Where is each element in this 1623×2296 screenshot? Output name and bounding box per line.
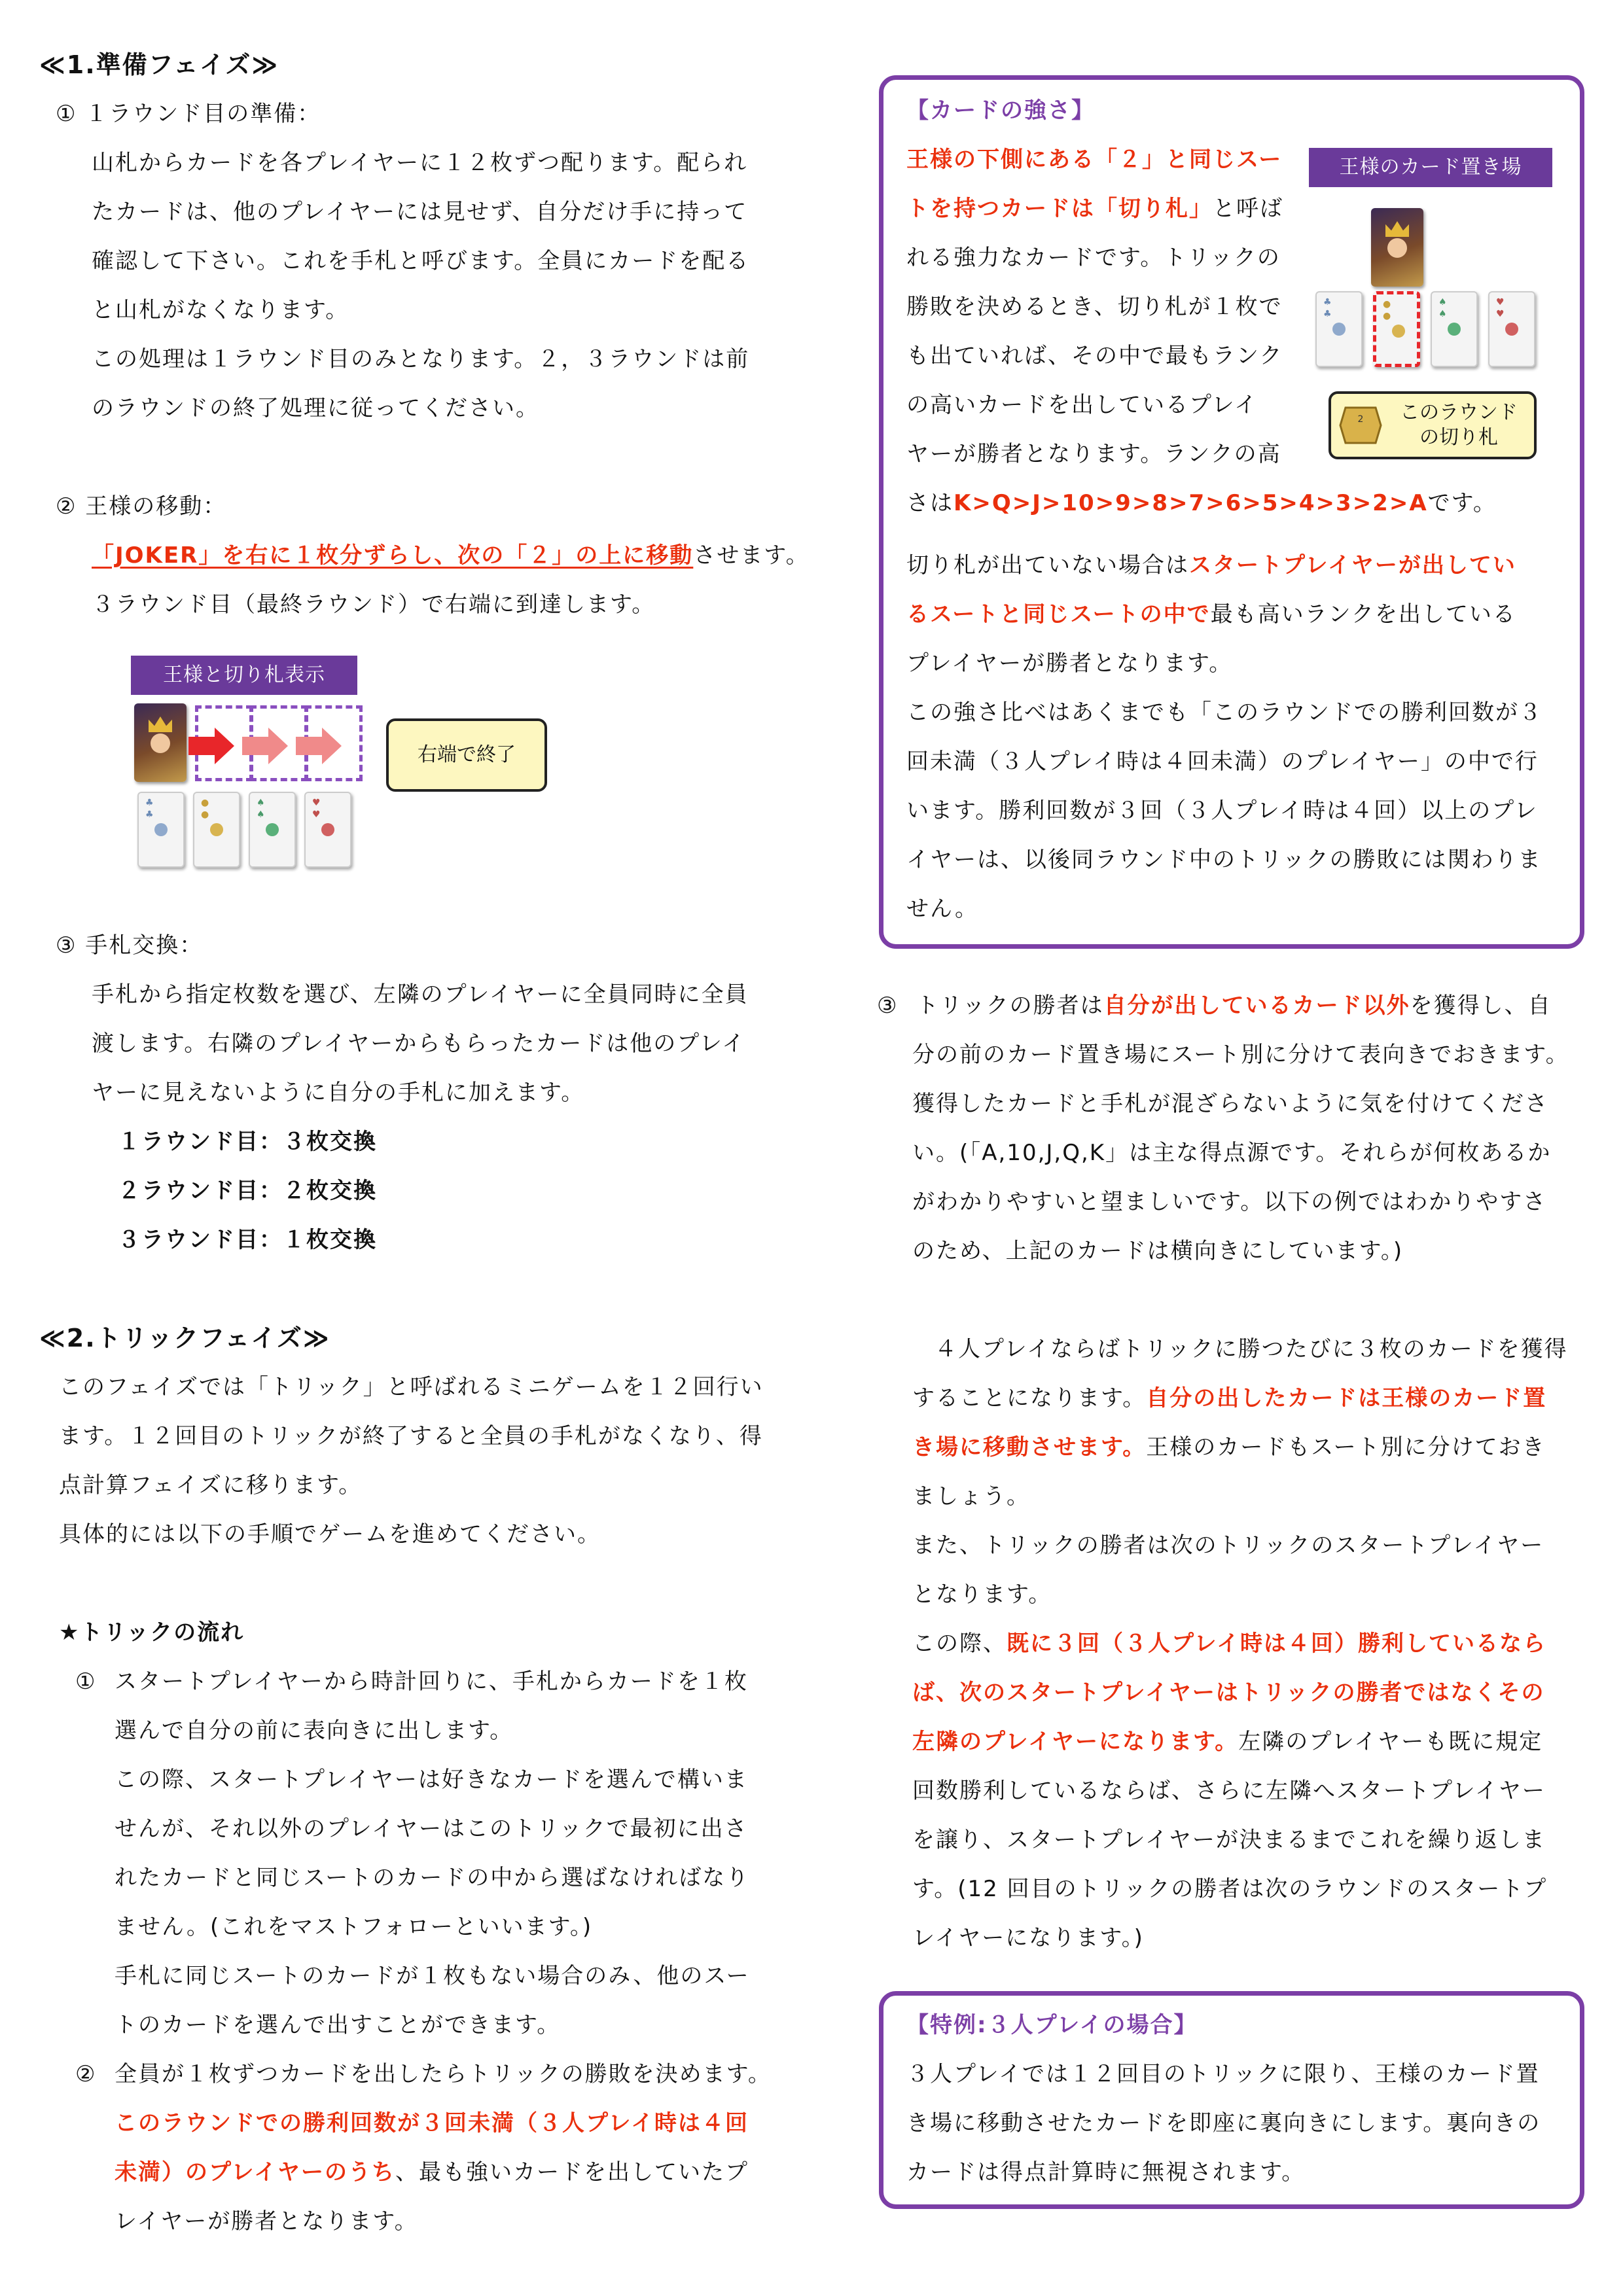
text-line: のため、上記のカードは横向きにしています。) bbox=[912, 1238, 1404, 1264]
special-box-content bbox=[906, 2001, 1574, 2197]
rose-icon: ♥ ♥ bbox=[1496, 297, 1505, 319]
text-line: と山札がなくなります。 bbox=[92, 297, 349, 323]
text-span: この際、 bbox=[912, 1631, 1007, 1657]
text-line: がわかりやすいと望ましいです。以下の例ではわかりやすさ bbox=[912, 1189, 1547, 1215]
king-move-highlight: 「JOKER」を右に１枚分ずらし、次の「２」の上に移動 bbox=[92, 542, 694, 569]
text-line: イヤーは、以後同ラウンド中のトリックの勝敗には関わりま bbox=[906, 847, 1542, 873]
card-two bbox=[304, 792, 351, 868]
text-line: を譲り、スタートプレイヤーが決まるまでこれを繰り返しま bbox=[912, 1827, 1546, 1853]
right-step-3 bbox=[877, 981, 1610, 1276]
s1-item2-line1 bbox=[39, 531, 812, 580]
arrow-right-icon bbox=[188, 728, 234, 764]
leaf-icon: ♠ ♠ bbox=[1438, 297, 1447, 319]
crown-icon bbox=[149, 716, 172, 732]
text-line: また、トリックの勝者は次のトリックのスタートプレイヤー bbox=[912, 1532, 1544, 1559]
exchange-item: ２ラウンド目：２枚交換 bbox=[118, 1178, 377, 1204]
highlight-line: 王様の下側にある「２」と同じスー bbox=[906, 147, 1283, 173]
spacer bbox=[877, 1276, 1610, 1325]
right-para-2 bbox=[877, 1325, 1610, 1963]
text-line: 確認して下さい。これを手札と呼びます。全員にカードを配る bbox=[92, 248, 750, 274]
highlight-span: き場に移動させます。 bbox=[912, 1434, 1147, 1460]
text-line: ４人プレイならばトリックに勝つたびに３枚のカードを獲得 bbox=[935, 1336, 1568, 1362]
king-area-tag: 王様のカード置き場 bbox=[1309, 148, 1552, 187]
step-body bbox=[115, 2050, 772, 2246]
s1-item3-body bbox=[39, 970, 812, 1118]
exchange-item: ３ラウンド目：１枚交換 bbox=[118, 1227, 377, 1253]
text-line: 具体的には以下の手順でゲームを進めてください。 bbox=[59, 1521, 601, 1547]
highlight-span: るスートと同じスートの中で bbox=[906, 601, 1211, 627]
strength-para-1 bbox=[906, 135, 1299, 479]
text-line: 渡します。右隣のプレイヤーからもらったカードは他のプレイ bbox=[92, 1031, 746, 1057]
text-span: することになります。 bbox=[912, 1385, 1147, 1411]
text-line: たカードは、他のプレイヤーには見せず、自分だけ手に持って bbox=[92, 199, 748, 225]
text-line: 勝敗を決めるとき、切り札が１枚で bbox=[906, 294, 1283, 320]
text-line: い。(「A,10,J,Q,K」は主な得点源です。それらが何枚あるか bbox=[912, 1140, 1552, 1166]
spacer bbox=[39, 1265, 812, 1314]
special-box-title: 【特例:３人プレイの場合】 bbox=[906, 2012, 1198, 2038]
trump-card bbox=[1373, 291, 1420, 367]
text-line: 点計算フェイズに移ります。 bbox=[59, 1472, 363, 1498]
text-line: れたカードと同じスートのカードの中から選ばなければなり bbox=[115, 1865, 750, 1891]
step-body-indent bbox=[912, 1031, 1569, 1276]
legend-line: の切り札 bbox=[1419, 426, 1498, 449]
text-line: います。勝利回数が３回（３人プレイ時は４回）以上のプレ bbox=[906, 798, 1538, 824]
text-span: 、最も強いカードを出していたプ bbox=[395, 2159, 749, 2185]
step-body bbox=[115, 1657, 750, 2050]
text-line: 回未満（３人プレイ時は４回未満）のプレイヤー」の中で行 bbox=[906, 749, 1539, 775]
left-column bbox=[39, 41, 812, 629]
highlight-span: 未満）のプレイヤーのうち bbox=[115, 2159, 395, 2185]
arrow-right-icon bbox=[242, 728, 288, 764]
text-line: 手札に同じスートのカードが１枚もない場合のみ、他のスー bbox=[115, 1963, 750, 1989]
highlight-line: ば、次のスタートプレイヤーはトリックの勝者ではなくその bbox=[912, 1680, 1545, 1706]
spade-icon: ♣ ♣ bbox=[145, 798, 154, 820]
text-line: スタートプレイヤーから時計回りに、手札からカードを１枚 bbox=[115, 1669, 748, 1695]
highlight-span: 自分が出しているカード以外 bbox=[1103, 993, 1410, 1019]
right-column bbox=[877, 981, 1610, 1963]
text-line: レイヤーが勝者となります。 bbox=[115, 2208, 418, 2234]
leaf-icon: ♠ ♠ bbox=[257, 798, 265, 820]
text-line bbox=[912, 1423, 1610, 1472]
flow-step-2 bbox=[39, 2050, 812, 2246]
section2-title: ≪2.トリックフェイズ≫ bbox=[39, 1324, 330, 1352]
text-line bbox=[906, 185, 1299, 234]
flow-step-1 bbox=[39, 1657, 812, 2050]
text-line: ましょう。 bbox=[912, 1483, 1030, 1510]
text-line: 山札からカードを各プレイヤーに１２枚ずつ配ります。配られ bbox=[92, 150, 748, 176]
highlight-span: 既に３回（３人プレイ時は４回）勝利しているなら bbox=[1007, 1631, 1546, 1657]
exchange-item: １ラウンド目：３枚交換 bbox=[118, 1129, 377, 1155]
text-line: き場に移動させたカードを即座に裏向きにします。裏向きの bbox=[906, 2110, 1541, 2136]
step-number: ③ bbox=[877, 993, 899, 1019]
text-line: の高いカードを出しているプレイ bbox=[906, 392, 1258, 418]
coin-icon: ● ● bbox=[201, 798, 209, 820]
text-line: す。(12 回目のトリックの勝者は次のラウンドのスタートプ bbox=[912, 1876, 1548, 1902]
trump-coin-icon bbox=[1338, 402, 1383, 448]
highlight-span: 左隣のプレイヤーになります。 bbox=[912, 1729, 1239, 1755]
rose-icon: ♥ ♥ bbox=[312, 798, 321, 820]
s1-item2-line2: ３ラウンド目（最終ラウンド）で右端に到達します。 bbox=[92, 592, 656, 618]
king-card bbox=[134, 703, 187, 782]
highlight-span: トを持つカードは「切り札」 bbox=[906, 196, 1213, 222]
flow-title: ★トリックの流れ bbox=[59, 1619, 245, 1646]
card-two bbox=[1488, 291, 1535, 367]
crown-icon bbox=[1385, 221, 1409, 237]
text-line: となります。 bbox=[912, 1581, 1052, 1608]
highlight-span: スタートプレイヤーが出してい bbox=[1189, 552, 1516, 578]
strength-box-content bbox=[906, 86, 1574, 934]
text-line: ヤーが勝者となります。ランクの高 bbox=[906, 441, 1281, 467]
text-line: ヤーに見えないように自分の手札に加えます。 bbox=[92, 1080, 585, 1106]
text-line: カードは得点計算時に無視されます。 bbox=[906, 2159, 1306, 2185]
svg-text:2: 2 bbox=[1357, 414, 1364, 425]
text-line bbox=[115, 2148, 772, 2197]
text-line bbox=[912, 1718, 1610, 1767]
text-line bbox=[906, 541, 1574, 590]
spacer bbox=[39, 433, 812, 482]
coin-icon: ● ● bbox=[1383, 299, 1391, 321]
step-body bbox=[912, 981, 1569, 1276]
text-span: 切り札が出ていない場合は bbox=[906, 552, 1189, 578]
text-line bbox=[916, 981, 1569, 1031]
highlight-line: このラウンドでの勝利回数が３回未満（３人プレイ時は４回 bbox=[115, 2110, 749, 2136]
s1-item1-body bbox=[39, 139, 812, 433]
rank-order: K>Q>J>10>9>8>7>6>5>4>3>2>A bbox=[954, 490, 1428, 516]
text-span: 王様のカードもスート別に分けておき bbox=[1146, 1434, 1546, 1460]
text-line bbox=[912, 1374, 1610, 1423]
s1-item3-head: ③ 手札交換： bbox=[56, 932, 204, 959]
text-line: レイヤーになります。) bbox=[912, 1925, 1144, 1951]
text-line: この際、スタートプレイヤーは好きなカードを選んで構いま bbox=[115, 1767, 748, 1793]
text-line: この強さ比べはあくまでも「このラウンドでの勝利回数が３ bbox=[906, 699, 1543, 726]
text-line: プレイヤーが勝者となります。 bbox=[906, 650, 1233, 677]
text-line: 選んで自分の前に表向きに出します。 bbox=[115, 1718, 514, 1744]
text-span: です。 bbox=[1427, 490, 1497, 516]
king-face-icon bbox=[1387, 238, 1407, 258]
text-line: も出ていれば、その中で最もランク bbox=[906, 343, 1283, 369]
diagram-note: 右端で終了 bbox=[386, 718, 547, 792]
text-line: 分の前のカード置き場にスート別に分けて表向きでおきます。 bbox=[912, 1042, 1569, 1068]
s2-intro bbox=[39, 1363, 812, 1559]
spacer bbox=[39, 1559, 812, 1608]
card-two bbox=[137, 792, 185, 868]
text-line: せんが、それ以外のプレイヤーはこのトリックで最初に出さ bbox=[115, 1816, 748, 1842]
text-line: 獲得したカードと手札が混ざらないように気を付けてくださ bbox=[912, 1091, 1548, 1117]
text-line bbox=[906, 590, 1574, 639]
trump-legend bbox=[1329, 391, 1537, 459]
text-line: のラウンドの終了処理に従ってください。 bbox=[92, 395, 539, 421]
king-card bbox=[1371, 208, 1423, 287]
legend-text bbox=[1383, 400, 1534, 450]
text-line: 手札から指定枚数を選び、左隣のプレイヤーに全員同時に全員 bbox=[92, 981, 749, 1008]
king-face-icon bbox=[151, 733, 170, 753]
text-span: トリックの勝者は bbox=[916, 993, 1104, 1019]
text-line: せん。 bbox=[906, 896, 979, 922]
step-number: ② bbox=[75, 2061, 97, 2087]
spade-icon: ♣ ♣ bbox=[1323, 297, 1332, 319]
text-line: ３人プレイでは１２回目のトリックに限り、王様のカード置 bbox=[906, 2061, 1540, 2087]
text-line: この処理は１ラウンド目のみとなります。２，３ラウンドは前 bbox=[92, 346, 750, 372]
text-line bbox=[912, 1619, 1610, 1669]
card-two bbox=[193, 792, 240, 868]
card-two bbox=[1431, 291, 1478, 367]
text-line: ません。(これをマストフォローといいます。) bbox=[115, 1914, 593, 1940]
exchange-list bbox=[39, 1118, 812, 1265]
rank-order-line bbox=[906, 479, 1574, 528]
step-number: ① bbox=[75, 1669, 97, 1695]
spacer bbox=[906, 528, 1574, 541]
s1-item2-head: ② 王様の移動： bbox=[56, 493, 227, 520]
text-span: を獲得し、自 bbox=[1410, 993, 1552, 1019]
text-span: 左隣のプレイヤーも既に規定 bbox=[1238, 1729, 1543, 1755]
highlight-span: 自分の出したカードは王様のカード置 bbox=[1146, 1385, 1547, 1411]
diagram-tag: 王様と切り札表示 bbox=[131, 656, 357, 695]
left-column-2 bbox=[39, 921, 812, 2246]
text-span: させます。 bbox=[693, 542, 810, 569]
legend-line: このラウンド bbox=[1400, 401, 1518, 424]
text-line: 回数勝利しているならば、さらに左隣へスタートプレイヤー bbox=[912, 1778, 1546, 1804]
text-line: このフェイズでは「トリック」と呼ばれるミニゲームを１２回行い bbox=[59, 1374, 764, 1400]
text-line: ます。１２回目のトリックが終了すると全員の手札がなくなり、得 bbox=[59, 1423, 763, 1449]
text-span: 最も高いランクを出している bbox=[1210, 601, 1516, 627]
card-two bbox=[249, 792, 296, 868]
strength-box-title: 【カードの強さ】 bbox=[906, 97, 1095, 124]
text-span: と呼ば bbox=[1213, 196, 1283, 222]
card-two bbox=[1315, 291, 1363, 367]
text-line: 全員が１枚ずつカードを出したらトリックの勝敗を決めます。 bbox=[115, 2061, 772, 2087]
text-line: トのカードを選んで出すことができます。 bbox=[115, 2012, 561, 2038]
section1-title: ≪1.準備フェイズ≫ bbox=[39, 50, 279, 79]
arrow-right-icon bbox=[296, 728, 342, 764]
text-line: れる強力なカードです。トリックの bbox=[906, 245, 1281, 271]
text-span: さは bbox=[906, 490, 954, 516]
s1-item1-head: ① １ラウンド目の準備： bbox=[56, 101, 321, 127]
